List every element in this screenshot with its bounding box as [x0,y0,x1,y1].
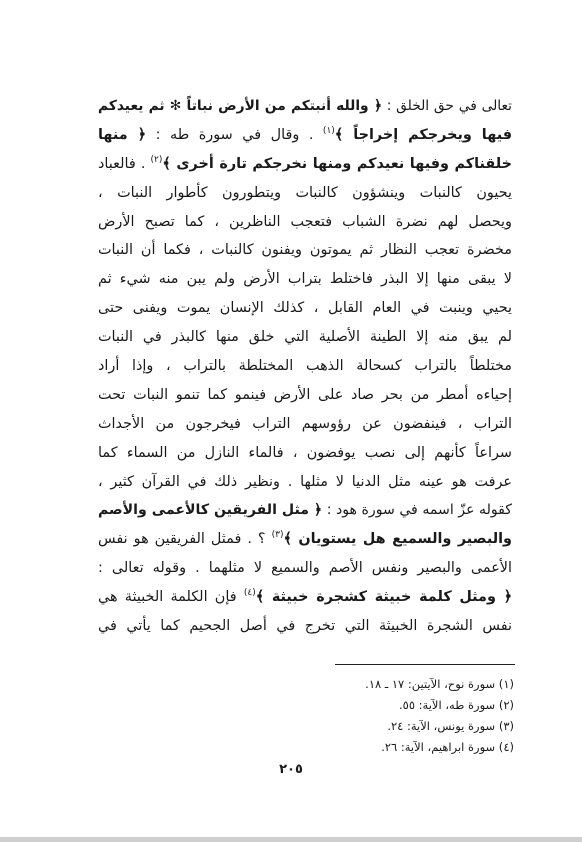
text-line [98,525,512,554]
text-segment: يحيون كالنبات وينشؤون كالنبات ويتطورون كأطوار النبات ، [98,184,512,201]
text-line [98,468,512,497]
text-line [98,323,512,352]
quran-quote: خلقناكم وفيها نعيدكم ومنها نخرجكم تارة أخرى ﴾ [162,155,512,172]
footnote-4: (٤) سورة ابراهيم، الآية: ٢٦. [381,740,514,754]
text-segment: عرفت هو عينه مثل الدنيا لا مثلها . ونظير ذلك في القرآن كثير ، [98,473,512,490]
text-line [98,294,512,323]
text-segment: إحياءه أمطر من بحر صاد على الأرض فينمو كما تنمو النبات تحت [98,386,512,403]
quran-quote: والبصير والسميع هل يستويان ﴾ [283,531,512,548]
page-number: ٢٠٥ [279,762,303,777]
text-segment: التراب ، فينفضون عن رؤوسهم التراب فيخرجون من الأجداث [98,415,512,432]
text-line [98,439,512,468]
text-line [98,554,512,583]
text-segment: ؟ . فمثل الفريقين هو نفس [98,531,272,548]
footnote-marker: (٣) [271,530,284,541]
text-line [98,352,512,381]
text-line [98,381,512,410]
footnote-marker: (١) [322,126,335,137]
text-segment: . وقال في سورة طه : [146,126,323,143]
text-line [98,150,512,179]
quran-quote: ﴿ ومثل كلمة خبيثة كشجرة خبيثة ﴾ [255,589,512,606]
text-segment: سراعاً كأنهم إلى نصب يوفضون ، فالماء النازل من السماء كما [98,444,512,461]
text-segment: فإن الكلمة الخبيثة هي [98,589,244,606]
footnote-2: (٢) سورة طه، الآية: ٥٥. [399,698,514,712]
text-segment: لا يبقى منها إلا البذر فاختلط بتراب الأرض ولم يبن منه شيء ثم [98,271,512,288]
scan-edge [0,837,582,842]
text-segment: ويحصل لهم نضرة الشباب فتعجب الناظرين ، كما تصبح الأرض [98,213,512,230]
text-segment: تعالى في حق الخلق : [381,98,512,114]
text-segment: مختلطاً بالتراب كسحالة الذهب المختلطة بالتراب ، وإذا أراد [98,358,512,375]
footnote-3: (٣) سورة يونس، الآية: ٢٤. [387,719,514,733]
text-segment: يحيي وينبت في العام القابل ، كذلك الإنسان يموت ويفنى حتى [98,300,512,317]
footnote-marker: (٤) [243,588,256,599]
footnote-marker: (٢) [150,154,163,165]
text-line [98,612,512,641]
quran-quote: ﴿ منها [98,126,147,143]
text-segment: لم يبق منه إلا الطينة الأصلية التي خلق منها كالبذر في النبات [98,329,512,346]
footnote-separator [335,664,515,665]
text-line [98,179,512,208]
text-segment: مخضرة تعجب النظار ثم يموتون ويفنون كالنبات ، فكما أن النبات [98,242,512,259]
text-line [98,208,512,237]
quran-quote: فيها ويخرجكم إخراجاً ﴾ [334,126,512,143]
text-line [98,583,512,612]
quran-quote: ﴿ مثل الفريقين كالأعمى والأصم [98,502,323,519]
text-segment: . فالعباد [98,155,151,172]
text-segment: نفس الشجرة الخبيثة التي تخرج في أصل الجحيم كما يأتي في [98,618,512,635]
text-line [98,92,512,121]
text-line [98,121,512,150]
text-segment: كقوله عزّ اسمه في سورة هود : [322,502,512,519]
main-text-block [98,92,512,641]
text-line [98,410,512,439]
text-line [98,236,512,265]
text-line [98,496,512,525]
text-segment: الأعمى والبصير ونفس الأصم والسميع لا مثلهما . وقوله تعالى : [98,560,512,577]
footnote-1: (١) سورة نوح، الآيتين: ١٧ ـ ١٨. [365,677,514,691]
text-line [98,265,512,294]
quran-quote: ﴿ والله أنبتكم من الأرض نباتاً ✻ ثم يعيدكم [98,98,382,114]
footnotes [300,674,514,758]
